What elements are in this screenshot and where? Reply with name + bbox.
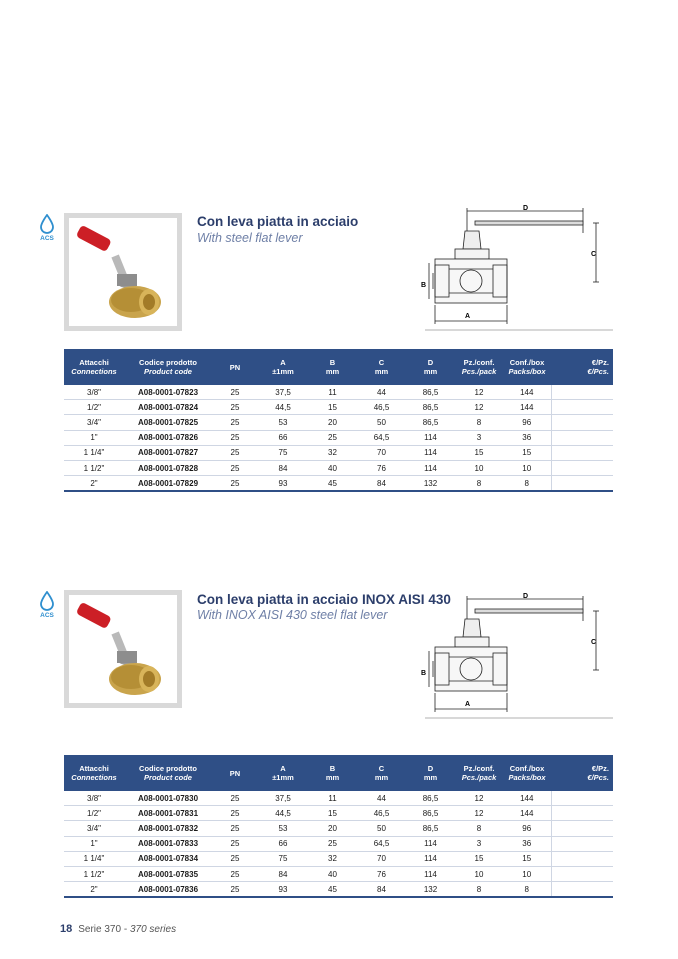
table-cell: 76 xyxy=(357,866,406,881)
table-cell: 84 xyxy=(258,866,308,881)
series-it: Serie 370 xyxy=(78,924,122,935)
technical-drawing xyxy=(415,203,615,331)
table-cell: 66 xyxy=(258,836,308,851)
table-cell xyxy=(551,806,613,821)
table-cell: 114 xyxy=(406,460,455,475)
table-cell xyxy=(551,445,613,460)
table-cell: 114 xyxy=(406,430,455,445)
table-row xyxy=(64,445,613,460)
col-pcs-pack: Pz./conf. Pcs./pack xyxy=(455,755,503,791)
table-cell: 3 xyxy=(455,836,503,851)
dim-a-label: A xyxy=(465,701,471,708)
table-cell: 20 xyxy=(308,415,357,430)
table-cell: 44 xyxy=(357,791,406,806)
dim-b-label: B xyxy=(421,670,427,677)
acs-label: ACS xyxy=(40,235,54,242)
table-cell: 12 xyxy=(455,385,503,400)
table-cell: 46,5 xyxy=(357,806,406,821)
table-cell xyxy=(551,791,613,806)
table-cell: 44 xyxy=(357,385,406,400)
table-cell: 76 xyxy=(357,460,406,475)
table-cell xyxy=(551,476,613,492)
product-title-it: Con leva piatta in acciaio xyxy=(197,214,359,229)
table-cell: 8 xyxy=(503,882,551,898)
technical-drawing xyxy=(415,591,615,719)
table-cell xyxy=(551,430,613,445)
table-cell xyxy=(551,821,613,836)
table-cell: 1" xyxy=(64,430,124,445)
table-cell xyxy=(551,400,613,415)
col-c: C mm xyxy=(357,349,406,385)
acs-label: ACS xyxy=(40,612,54,619)
table-cell: A08-0001-07833 xyxy=(124,836,212,851)
page-footer xyxy=(60,923,176,935)
table-cell: 50 xyxy=(357,821,406,836)
table-cell: 66 xyxy=(258,430,308,445)
table-row xyxy=(64,851,613,866)
table-cell: 25 xyxy=(212,806,258,821)
dim-d-label: D xyxy=(523,205,529,212)
col-a: A ±1mm xyxy=(258,755,308,791)
table-row xyxy=(64,415,613,430)
table-cell: 25 xyxy=(212,866,258,881)
table-cell: 25 xyxy=(308,430,357,445)
table-row xyxy=(64,821,613,836)
table-cell: 15 xyxy=(308,806,357,821)
table-cell: 25 xyxy=(212,882,258,898)
table-cell: A08-0001-07823 xyxy=(124,385,212,400)
table-cell: 8 xyxy=(455,882,503,898)
table-cell: 96 xyxy=(503,415,551,430)
table-cell: 144 xyxy=(503,385,551,400)
table-cell: A08-0001-07829 xyxy=(124,476,212,492)
table-cell xyxy=(551,385,613,400)
dim-c-label: C xyxy=(591,251,597,258)
table-cell: 44,5 xyxy=(258,400,308,415)
col-b: B mm xyxy=(308,349,357,385)
table-cell: 32 xyxy=(308,851,357,866)
table-cell: A08-0001-07825 xyxy=(124,415,212,430)
table-cell: 1/2" xyxy=(64,400,124,415)
product-title-en: With steel flat lever xyxy=(197,231,303,245)
table-cell: 86,5 xyxy=(406,821,455,836)
col-c: C mm xyxy=(357,755,406,791)
table-cell: 1 1/2" xyxy=(64,460,124,475)
spec-table-1 xyxy=(64,349,613,492)
table-cell xyxy=(551,460,613,475)
table-cell: 2" xyxy=(64,476,124,492)
table-cell: A08-0001-07830 xyxy=(124,791,212,806)
table-cell: 15 xyxy=(455,851,503,866)
acs-badge xyxy=(36,591,58,619)
table-cell: 93 xyxy=(258,882,308,898)
ball-valve-image xyxy=(69,218,177,326)
table-cell: 12 xyxy=(455,806,503,821)
table-cell: 3/4" xyxy=(64,821,124,836)
table-cell: 25 xyxy=(212,460,258,475)
table-row xyxy=(64,476,613,492)
water-drop-icon xyxy=(39,214,55,234)
spec-table-2 xyxy=(64,755,613,898)
col-d: D mm xyxy=(406,349,455,385)
table-cell: 25 xyxy=(212,400,258,415)
table-cell: 3 xyxy=(455,430,503,445)
table-cell: 1 1/4" xyxy=(64,851,124,866)
dim-b-label: B xyxy=(421,282,427,289)
table-cell xyxy=(551,882,613,898)
table-cell: 25 xyxy=(212,430,258,445)
table-cell: 12 xyxy=(455,791,503,806)
col-price: €/Pz. €/Pcs. xyxy=(551,755,613,791)
series-en: 370 series xyxy=(129,924,177,935)
table-cell: 15 xyxy=(308,400,357,415)
table-cell: 25 xyxy=(212,821,258,836)
table-cell: 36 xyxy=(503,836,551,851)
product-photo xyxy=(64,213,182,331)
table-cell: 15 xyxy=(503,445,551,460)
table-cell: 1/2" xyxy=(64,806,124,821)
table-cell: A08-0001-07834 xyxy=(124,851,212,866)
table-cell: 20 xyxy=(308,821,357,836)
table-cell: 45 xyxy=(308,882,357,898)
table-cell: 75 xyxy=(258,445,308,460)
col-product-code: Codice prodotto Product code xyxy=(124,349,212,385)
table-cell: 144 xyxy=(503,400,551,415)
col-packs-box: Conf./box Packs/box xyxy=(503,349,551,385)
table-cell: 64,5 xyxy=(357,836,406,851)
table-row xyxy=(64,866,613,881)
acs-badge xyxy=(36,214,58,242)
table-cell: 40 xyxy=(308,866,357,881)
table-cell: 3/8" xyxy=(64,385,124,400)
table-header-row xyxy=(64,755,613,791)
table-cell: 25 xyxy=(212,851,258,866)
table-cell: 86,5 xyxy=(406,791,455,806)
table-cell: 132 xyxy=(406,882,455,898)
ball-valve-image xyxy=(69,595,177,703)
col-pn: PN xyxy=(212,349,258,385)
table-cell: A08-0001-07826 xyxy=(124,430,212,445)
table-cell: A08-0001-07827 xyxy=(124,445,212,460)
series-sep: - xyxy=(121,924,130,935)
table-cell: 75 xyxy=(258,851,308,866)
table-cell: 15 xyxy=(503,851,551,866)
table-cell: 44,5 xyxy=(258,806,308,821)
table-cell: 114 xyxy=(406,445,455,460)
table-row xyxy=(64,385,613,400)
table-cell: A08-0001-07828 xyxy=(124,460,212,475)
table-cell: 114 xyxy=(406,866,455,881)
table-cell: 15 xyxy=(455,445,503,460)
table-cell: 70 xyxy=(357,445,406,460)
col-pcs-pack: Pz./conf. Pcs./pack xyxy=(455,349,503,385)
page-number: 18 xyxy=(60,923,73,935)
table-cell: 144 xyxy=(503,791,551,806)
table-cell: 3/4" xyxy=(64,415,124,430)
table-cell: 50 xyxy=(357,415,406,430)
table-cell xyxy=(551,851,613,866)
table-cell: 132 xyxy=(406,476,455,492)
table-cell: 1 1/2" xyxy=(64,866,124,881)
table-cell: 70 xyxy=(357,851,406,866)
product-title-en: With INOX AISI 430 steel flat lever xyxy=(197,608,388,622)
table-row xyxy=(64,806,613,821)
product-photo xyxy=(64,590,182,708)
table-row xyxy=(64,791,613,806)
table-cell: 45 xyxy=(308,476,357,492)
table-cell: 10 xyxy=(455,866,503,881)
table-cell: 25 xyxy=(212,836,258,851)
table-cell: 25 xyxy=(212,476,258,492)
table-cell: 8 xyxy=(455,476,503,492)
col-d: D mm xyxy=(406,755,455,791)
table-cell: 93 xyxy=(258,476,308,492)
table-cell: 86,5 xyxy=(406,385,455,400)
table-cell: 25 xyxy=(212,415,258,430)
table-cell: 86,5 xyxy=(406,806,455,821)
table-row xyxy=(64,400,613,415)
table-cell: 3/8" xyxy=(64,791,124,806)
col-connections: Attacchi Connections xyxy=(64,349,124,385)
col-product-code: Codice prodotto Product code xyxy=(124,755,212,791)
table-cell: 11 xyxy=(308,791,357,806)
table-cell: 8 xyxy=(455,821,503,836)
col-a: A ±1mm xyxy=(258,349,308,385)
product-title-it: Con leva piatta in acciaio INOX AISI 430 xyxy=(197,592,451,607)
table-cell: 84 xyxy=(357,476,406,492)
water-drop-icon xyxy=(39,591,55,611)
table-cell: 1" xyxy=(64,836,124,851)
table-cell: 37,5 xyxy=(258,385,308,400)
table-cell: 10 xyxy=(503,460,551,475)
table-cell: 8 xyxy=(503,476,551,492)
col-packs-box: Conf./box Packs/box xyxy=(503,755,551,791)
col-price: €/Pz. €/Pcs. xyxy=(551,349,613,385)
table-cell: A08-0001-07824 xyxy=(124,400,212,415)
table-cell: 53 xyxy=(258,415,308,430)
table-cell: 114 xyxy=(406,836,455,851)
table-cell: 37,5 xyxy=(258,791,308,806)
table-cell: 84 xyxy=(357,882,406,898)
table-cell: 10 xyxy=(503,866,551,881)
table-cell: 46,5 xyxy=(357,400,406,415)
col-pn: PN xyxy=(212,755,258,791)
dim-c-label: C xyxy=(591,639,597,646)
table-cell: 1 1/4" xyxy=(64,445,124,460)
col-connections: Attacchi Connections xyxy=(64,755,124,791)
table-cell: 84 xyxy=(258,460,308,475)
table-cell: 96 xyxy=(503,821,551,836)
dim-a-label: A xyxy=(465,313,471,320)
table-cell: 25 xyxy=(212,791,258,806)
table-cell: 53 xyxy=(258,821,308,836)
table-cell: 64,5 xyxy=(357,430,406,445)
table-cell: 25 xyxy=(308,836,357,851)
table-cell: 36 xyxy=(503,430,551,445)
dim-d-label: D xyxy=(523,593,529,600)
table-cell: 12 xyxy=(455,400,503,415)
table-cell: 86,5 xyxy=(406,415,455,430)
table-header-row xyxy=(64,349,613,385)
table-cell: 25 xyxy=(212,445,258,460)
table-cell: 2" xyxy=(64,882,124,898)
table-cell xyxy=(551,415,613,430)
table-row xyxy=(64,882,613,898)
table-row xyxy=(64,430,613,445)
table-cell: 144 xyxy=(503,806,551,821)
table-cell xyxy=(551,866,613,881)
table-cell: 40 xyxy=(308,460,357,475)
table-cell: 11 xyxy=(308,385,357,400)
table-cell: 86,5 xyxy=(406,400,455,415)
table-cell: 114 xyxy=(406,851,455,866)
table-cell: A08-0001-07832 xyxy=(124,821,212,836)
col-b: B mm xyxy=(308,755,357,791)
table-cell: 8 xyxy=(455,415,503,430)
table-cell: A08-0001-07835 xyxy=(124,866,212,881)
table-cell: 25 xyxy=(212,385,258,400)
table-row xyxy=(64,460,613,475)
table-cell: A08-0001-07836 xyxy=(124,882,212,898)
table-cell: 10 xyxy=(455,460,503,475)
table-cell xyxy=(551,836,613,851)
table-row xyxy=(64,836,613,851)
table-cell: A08-0001-07831 xyxy=(124,806,212,821)
table-cell: 32 xyxy=(308,445,357,460)
